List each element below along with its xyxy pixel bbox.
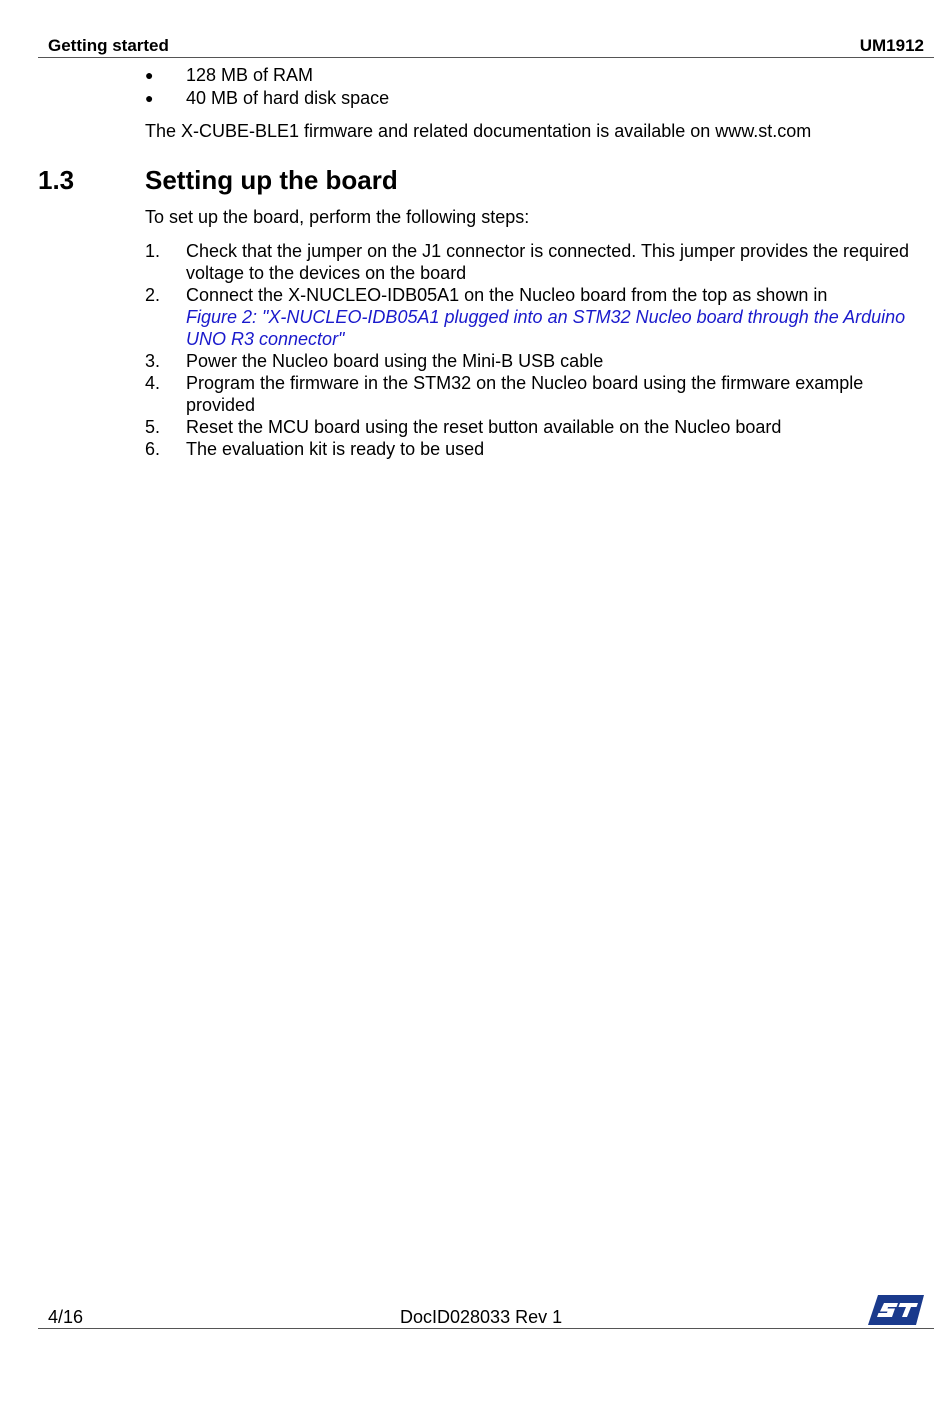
list-item [145,87,389,110]
step-text: Connect the X-NUCLEO-IDB05A1 on the Nucleo board from the top as shown in [186,285,828,305]
bullet-icon: ● [145,90,154,106]
st-logo-icon [868,1295,924,1325]
page-number: 4/16 [48,1307,84,1327]
list-item [145,64,389,87]
requirements-list [145,64,389,110]
step-text: The evaluation kit is ready to be used [186,439,485,459]
running-header-section: Getting started [48,36,169,55]
step-number: 3. [145,351,161,371]
list-item-text: 128 MB of RAM [186,65,314,85]
figure-2-link[interactable]: Figure 2: "X-NUCLEO-IDB05A1 plugged into an STM32 Nucleo board through the Arduino UNO R3 connector" [186,307,906,349]
step-number: 1. [145,241,161,261]
section-intro: To set up the board, perform the following steps: [145,207,530,227]
list-item [145,372,915,416]
step-text: Program the firmware in the STM32 on the Nucleo board using the firmware example provided [186,373,864,415]
step-number: 5. [145,417,161,437]
list-item [145,416,915,438]
step-text: Check that the jumper on the J1 connector is connected. This jumper provides the required voltage to the devices on the board [186,241,910,283]
list-item [145,438,915,460]
section-title: Setting up the board [145,165,398,195]
availability-paragraph: The X-CUBE-BLE1 firmware and related documentation is available on www.st.com [145,121,812,141]
section-number: 1.3 [38,165,75,195]
step-number: 4. [145,373,161,393]
doc-id: DocID028033 Rev 1 [400,1307,563,1327]
bullet-icon: ● [145,67,154,83]
step-text: Power the Nucleo board using the Mini-B USB cable [186,351,604,371]
step-number: 2. [145,285,161,305]
list-item-text: 40 MB of hard disk space [186,88,390,108]
list-item [145,350,915,372]
step-text: Reset the MCU board using the reset button available on the Nucleo board [186,417,782,437]
step-number: 6. [145,439,161,459]
setup-steps-list [145,240,915,460]
list-item [145,284,915,350]
footer-divider [38,1328,934,1329]
running-header-doc-code: UM1912 [859,36,924,55]
list-item [145,240,915,284]
header-divider [38,57,934,58]
